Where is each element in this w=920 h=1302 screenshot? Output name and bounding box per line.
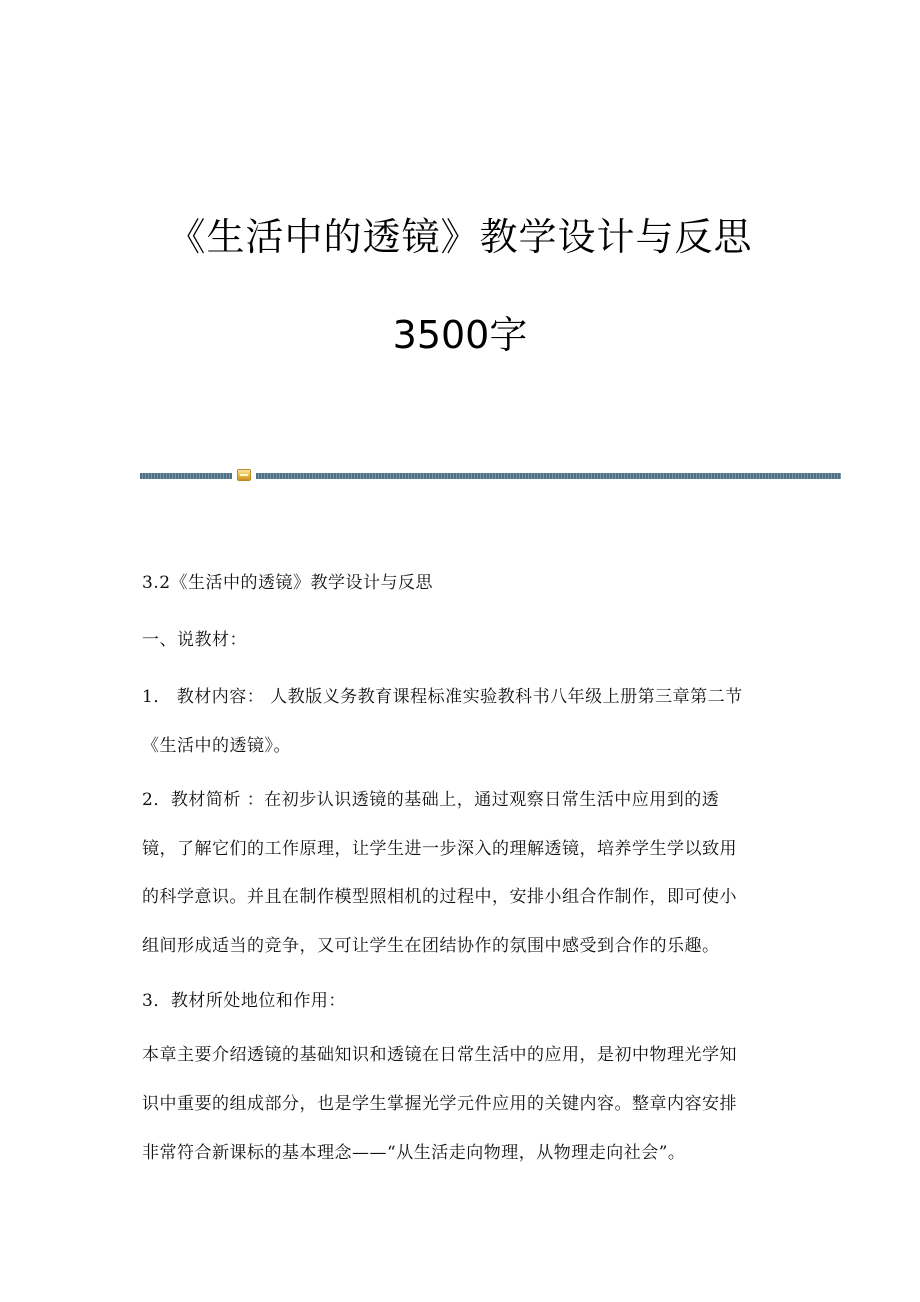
paragraph-line: 镜，了解它们的工作原理，让学生进一步深入的理解透镜，培养学生学以致用: [142, 839, 737, 859]
paragraph-line: 《生活中的透镜》。: [142, 736, 291, 756]
paragraph-line: 的科学意识。并且在制作模型照相机的过程中，安排小组合作制作，即可使小: [142, 887, 737, 907]
section-divider: [140, 472, 841, 480]
document-title-line2: 3500字: [392, 313, 528, 357]
divider-bar-right: [256, 473, 841, 479]
scroll-icon: [237, 469, 251, 481]
subheading: 一、说教材：: [142, 630, 247, 650]
paragraph-line: 非常符合新课标的基本理念——“从生活走向物理，从物理走向社会”。: [142, 1143, 686, 1163]
paragraph-line: 组间形成适当的竞争，又可让学生在团结协作的氛围中感受到合作的乐趣。: [142, 936, 720, 956]
paragraph-line: 本章主要介绍透镜的基础知识和透镜在日常生活中的应用，是初中物理光学知: [142, 1045, 737, 1065]
paragraph-line: 2．教材简析 ：在初步认识透镜的基础上，通过观察日常生活中应用到的透: [142, 790, 720, 810]
section-heading: 3.2《生活中的透镜》教学设计与反思: [142, 573, 434, 593]
divider-bar-left: [140, 473, 232, 479]
document-title-line1: 《生活中的透镜》教学设计与反思: [167, 215, 753, 259]
paragraph-line: 识中重要的组成部分，也是学生掌握光学元件应用的关键内容。整章内容安排: [142, 1094, 737, 1114]
paragraph-line: 3．教材所处地位和作用：: [142, 991, 346, 1011]
paragraph-line: 1． 教材内容： 人教版义务教育课程标准实验教科书八年级上册第三章第二节: [142, 687, 743, 707]
